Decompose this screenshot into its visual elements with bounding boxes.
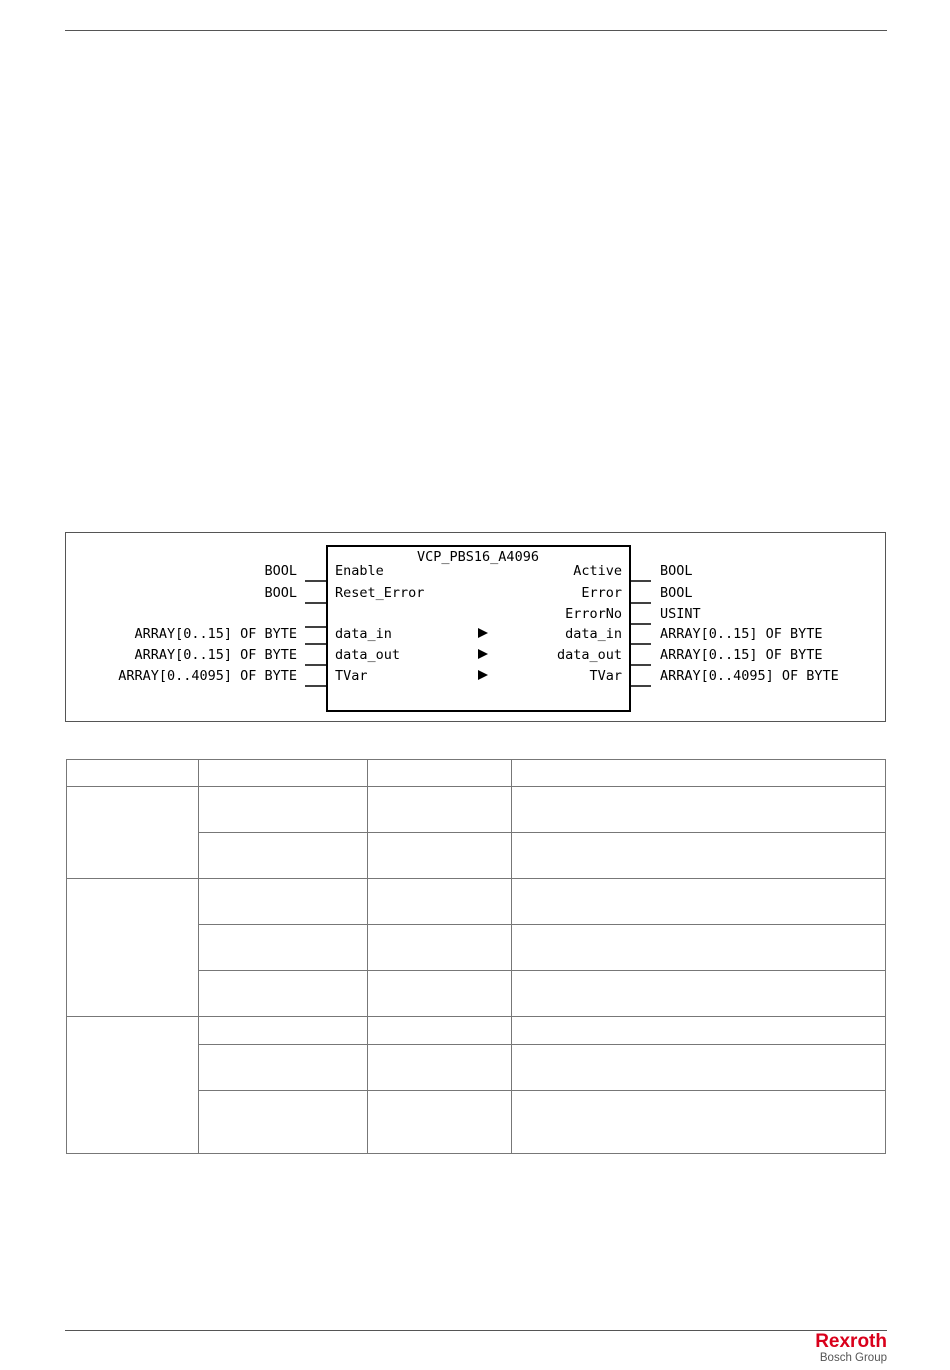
input-pin: [134, 626, 488, 644]
table-cell: [512, 833, 886, 879]
table-header-cell: [512, 760, 886, 787]
table-row: [67, 879, 886, 925]
output-pin: [557, 647, 823, 665]
input-type-label: ARRAY[0..4095] OF BYTE: [118, 668, 297, 684]
header-rule: [65, 30, 887, 31]
table-cell: [199, 1017, 368, 1045]
output-type-label: ARRAY[0..15] OF BYTE: [660, 647, 823, 663]
function-block-svg: [66, 533, 887, 723]
table-group-cell: [67, 787, 199, 879]
arrow-icon: [478, 670, 488, 680]
output-pin-label: Error: [581, 585, 622, 601]
function-block-name: VCP_PBS16_A4096: [417, 549, 539, 565]
input-pin-label: Reset_Error: [335, 585, 425, 601]
arrow-icon: [478, 628, 488, 638]
table-header-cell: [67, 760, 199, 787]
table-row: [67, 1017, 886, 1045]
table-cell: [512, 787, 886, 833]
input-type-label: ARRAY[0..15] OF BYTE: [134, 626, 297, 642]
table-group-cell: [67, 879, 199, 1017]
table-row: [67, 787, 886, 833]
table-cell: [199, 1091, 368, 1154]
output-pin-label: ErrorNo: [565, 606, 622, 622]
table-cell: [368, 1045, 512, 1091]
table-cell: [368, 925, 512, 971]
table-cell: [199, 1045, 368, 1091]
output-pin: [573, 563, 692, 581]
output-pin: [589, 668, 838, 686]
table-cell: [199, 971, 368, 1017]
output-pin: [581, 585, 692, 603]
input-pin-label: TVar: [335, 668, 368, 684]
input-pin: [134, 647, 488, 665]
output-type-label: ARRAY[0..15] OF BYTE: [660, 626, 823, 642]
input-pin: [264, 563, 383, 581]
table-cell: [368, 1017, 512, 1045]
output-type-label: USINT: [660, 606, 701, 622]
output-pin-label: TVar: [589, 668, 622, 684]
output-pin: [565, 606, 701, 624]
table-cell: [199, 787, 368, 833]
footer-rule: [65, 1330, 887, 1331]
table-cell: [512, 1091, 886, 1154]
table-cell: [368, 879, 512, 925]
table-header-row: [67, 760, 886, 787]
table-header-cell: [199, 760, 368, 787]
output-pin: [565, 626, 822, 644]
logo-subtitle: Bosch Group: [819, 1352, 887, 1364]
input-pin: [118, 668, 488, 686]
table-cell: [368, 1091, 512, 1154]
output-pin-label: data_in: [565, 626, 622, 642]
table-cell: [512, 971, 886, 1017]
table-cell: [512, 1017, 886, 1045]
table-cell: [368, 833, 512, 879]
output-type-label: ARRAY[0..4095] OF BYTE: [660, 668, 839, 684]
table-cell: [512, 1045, 886, 1091]
input-pin: [264, 585, 424, 603]
input-pin-label: data_in: [335, 626, 392, 642]
input-pin-label: Enable: [335, 563, 384, 579]
input-type-label: ARRAY[0..15] OF BYTE: [134, 647, 297, 663]
input-type-label: BOOL: [264, 563, 297, 579]
table-cell: [512, 925, 886, 971]
output-pin-label: data_out: [556, 647, 622, 663]
function-block-outputs: [557, 563, 839, 686]
table-cell: [199, 833, 368, 879]
table-header-cell: [368, 760, 512, 787]
output-pin-label: Active: [573, 563, 622, 579]
function-block-inputs: [118, 563, 488, 686]
input-pin-label: data_out: [335, 647, 401, 663]
table-cell: [368, 971, 512, 1017]
table-cell: [199, 925, 368, 971]
table-group-cell: [67, 1017, 199, 1154]
table-cell: [368, 787, 512, 833]
input-type-label: BOOL: [264, 585, 297, 601]
table-cell: [199, 879, 368, 925]
rexroth-logo: [797, 1332, 887, 1365]
output-type-label: BOOL: [660, 563, 693, 579]
function-block-diagram: [65, 532, 886, 722]
table-cell: [512, 879, 886, 925]
logo-brand: Rexroth: [815, 1331, 887, 1352]
parameter-table: [66, 759, 886, 1154]
output-type-label: BOOL: [660, 585, 693, 601]
arrow-icon: [478, 649, 488, 659]
